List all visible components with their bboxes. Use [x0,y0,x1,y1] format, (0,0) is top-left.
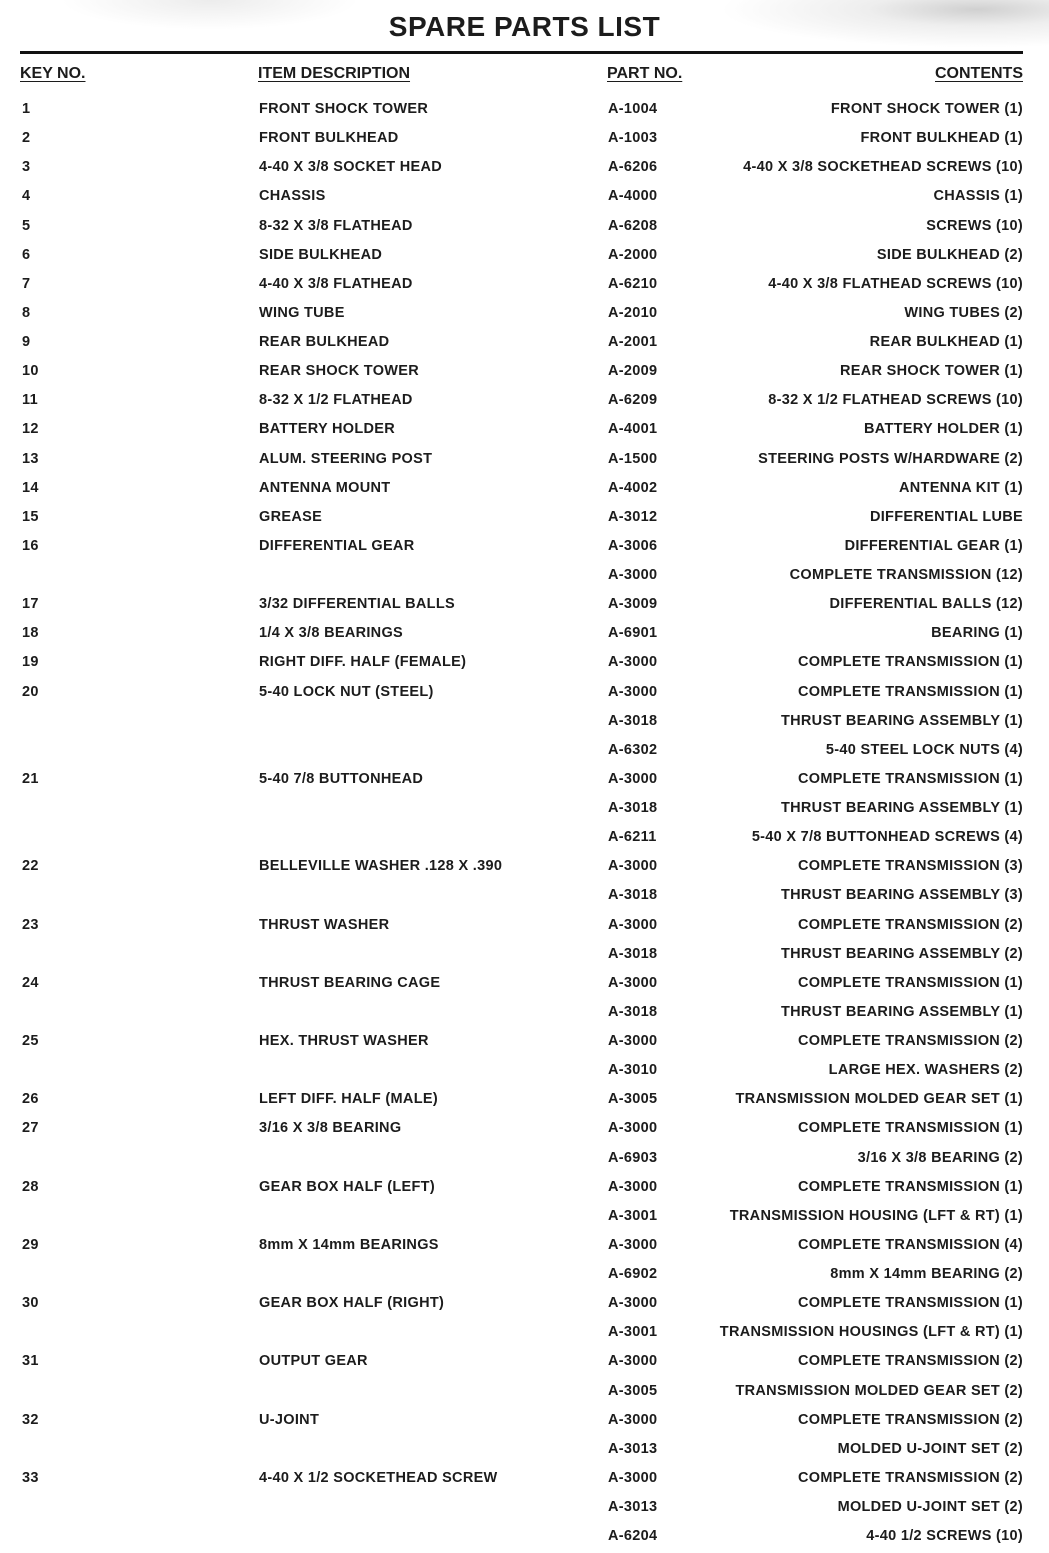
key-no-cell: 7 [22,275,31,292]
contents-cell: CHASSIS (1) [933,188,1023,205]
table-row [0,1436,1049,1465]
part-no-cell: A-3013 [608,1499,658,1515]
key-no-cell: 29 [22,1236,39,1253]
part-no-cell: A-3000 [608,1411,658,1428]
item-description-cell: 4-40 X 1/2 SOCKETHEAD SCREW [259,1469,498,1486]
table-row [0,183,1049,212]
key-no-cell: 31 [22,1353,39,1370]
key-no-cell: 20 [22,683,39,700]
key-no-cell: 1 [22,101,31,117]
item-description-cell: CHASSIS [259,188,326,205]
table-row [0,1290,1049,1319]
table-row [0,562,1049,591]
item-description-cell: REAR SHOCK TOWER [259,363,420,380]
contents-cell: COMPLETE TRANSMISSION (4) [797,1236,1023,1253]
part-no-cell: A-6204 [608,1528,658,1545]
table-row [0,970,1049,999]
contents-cell: TRANSMISSION HOUSINGS (LFT & RT) (1) [719,1324,1023,1341]
part-no-cell: A-6302 [608,741,658,758]
item-description-cell: 5-40 LOCK NUT (STEEL) [259,683,434,700]
part-no-cell: A-4001 [608,421,658,438]
contents-cell: 4-40 X 3/8 SOCKETHEAD SCREWS (10) [743,159,1023,176]
key-no-cell: 10 [22,363,39,380]
item-description-cell: FRONT BULKHEAD [259,130,399,147]
table-row [0,912,1049,941]
part-no-cell: A-3000 [608,974,658,991]
table-row [0,941,1049,970]
contents-cell: 4-40 X 3/8 FLATHEAD SCREWS (10) [768,275,1023,292]
item-description-cell: 8-32 X 3/8 FLATHEAD [259,217,413,234]
contents-cell: TRANSMISSION HOUSING (LFT & RT) (1) [729,1207,1023,1224]
part-no-cell: A-6210 [608,275,658,292]
item-description-cell: 4-40 X 3/8 SOCKET HEAD [259,159,443,176]
table-row [0,387,1049,416]
key-no-cell: 11 [22,392,38,409]
contents-cell: THRUST BEARING ASSEMBLY (3) [780,887,1023,904]
table-row [0,1145,1049,1174]
contents-cell: TRANSMISSION MOLDED GEAR SET (1) [735,1091,1023,1108]
title-rule [20,51,1023,54]
part-no-cell: A-6206 [608,159,658,176]
column-header-item-description: ITEM DESCRIPTION [258,65,411,82]
column-header-part-no: PART NO. [607,65,683,82]
part-no-cell: A-6208 [608,217,658,234]
contents-cell: COMPLETE TRANSMISSION (1) [797,974,1023,991]
table-row [0,766,1049,795]
key-no-cell: 14 [22,479,39,496]
table-row [0,999,1049,1028]
part-no-cell: A-1004 [608,101,658,117]
contents-cell: 5-40 X 7/8 BUTTONHEAD SCREWS (4) [751,829,1023,846]
table-row [0,358,1049,387]
part-no-cell: A-3001 [608,1324,658,1341]
item-description-cell: 5-40 7/8 BUTTONHEAD [259,770,424,787]
part-no-cell: A-3018 [608,1003,658,1020]
table-row [0,213,1049,242]
key-no-cell: 22 [22,858,39,875]
table-row [0,649,1049,678]
page-title: SPARE PARTS LIST [388,11,661,42]
key-no-cell: 9 [22,334,31,350]
contents-cell: THRUST BEARING ASSEMBLY (1) [780,800,1023,816]
contents-cell: ANTENNA KIT (1) [899,479,1023,496]
part-no-cell: A-3000 [608,567,658,583]
table-row [0,242,1049,271]
table-row [0,1232,1049,1261]
item-description-cell: HEX. THRUST WASHER [259,1033,429,1049]
key-no-cell: 25 [22,1033,39,1049]
contents-cell: COMPLETE TRANSMISSION (1) [797,1178,1023,1195]
part-no-cell: A-3000 [608,916,658,933]
table-row [0,708,1049,737]
key-no-cell: 19 [22,654,39,671]
contents-cell: MOLDED U-JOINT SET (2) [837,1499,1023,1515]
column-header-contents: CONTENTS [935,65,1023,82]
key-no-cell: 21 [22,770,39,787]
table-row [0,533,1049,562]
contents-cell: COMPLETE TRANSMISSION (2) [797,1411,1023,1428]
key-no-cell: 4 [22,188,31,205]
contents-cell: COMPLETE TRANSMISSION (1) [797,1295,1023,1312]
table-row [0,1057,1049,1086]
contents-cell: SIDE BULKHEAD (2) [876,246,1023,263]
part-no-cell: A-3009 [608,596,658,613]
item-description-cell: OUTPUT GEAR [259,1353,368,1370]
table-row [0,620,1049,649]
contents-cell: THRUST BEARING ASSEMBLY (1) [780,712,1023,729]
key-no-cell: 3 [22,159,31,176]
table-header [0,65,1049,91]
key-no-cell: 24 [22,974,39,991]
part-no-cell: A-3000 [608,683,658,700]
table-row [0,1086,1049,1115]
table-row [0,1523,1049,1552]
item-description-cell: 1/4 X 3/8 BEARINGS [259,625,404,642]
table-row [0,300,1049,329]
table-row [0,1494,1049,1523]
contents-cell: STEERING POSTS W/HARDWARE (2) [758,450,1023,467]
contents-cell: DIFFERENTIAL GEAR (1) [844,537,1023,554]
contents-cell: COMPLETE TRANSMISSION (1) [797,683,1023,700]
contents-cell: REAR BULKHEAD (1) [869,334,1023,350]
item-description-cell: BELLEVILLE WASHER .128 X .390 [259,858,503,875]
contents-cell: COMPLETE TRANSMISSION (1) [797,1120,1023,1137]
contents-cell: TRANSMISSION MOLDED GEAR SET (2) [735,1382,1023,1399]
contents-cell: COMPLETE TRANSMISSION (3) [797,858,1023,875]
contents-cell: COMPLETE TRANSMISSION (2) [797,1033,1023,1049]
item-description-cell: 4-40 X 3/8 FLATHEAD [259,275,413,292]
part-no-cell: A-3012 [608,508,658,525]
part-no-cell: A-3018 [608,800,658,816]
contents-cell: 3/16 X 3/8 BEARING (2) [857,1149,1023,1166]
part-no-cell: A-3000 [608,1469,658,1486]
part-no-cell: A-3000 [608,1178,658,1195]
key-no-cell: 33 [22,1469,39,1486]
table-row [0,1261,1049,1290]
table-row [0,824,1049,853]
key-no-cell: 30 [22,1295,39,1312]
table-row [0,154,1049,183]
part-no-cell: A-3013 [608,1440,658,1457]
table-row [0,125,1049,154]
part-no-cell: A-3005 [608,1382,658,1399]
contents-cell: SCREWS (10) [926,217,1023,234]
contents-cell: BATTERY HOLDER (1) [864,421,1023,438]
table-row [0,882,1049,911]
item-description-cell: SIDE BULKHEAD [259,246,383,263]
key-no-cell: 17 [22,596,39,613]
table-row [0,737,1049,766]
part-no-cell: A-4000 [608,188,658,205]
part-no-cell: A-6211 [608,829,657,846]
item-description-cell: GREASE [259,508,323,525]
part-no-cell: A-3005 [608,1091,658,1108]
item-description-cell: RIGHT DIFF. HALF (FEMALE) [259,654,467,671]
part-no-cell: A-6903 [608,1149,658,1166]
table-row [0,329,1049,358]
item-description-cell: WING TUBE [259,304,345,321]
part-no-cell: A-3018 [608,945,658,962]
item-description-cell: 3/32 DIFFERENTIAL BALLS [259,596,455,613]
part-no-cell: A-3000 [608,770,658,787]
part-no-cell: A-3001 [608,1207,658,1224]
item-description-cell: 8mm X 14mm BEARINGS [259,1236,439,1253]
item-description-cell: DIFFERENTIAL GEAR [259,537,415,554]
table-row [0,504,1049,533]
item-description-cell: FRONT SHOCK TOWER [259,101,429,117]
item-description-cell: REAR BULKHEAD [259,334,390,350]
key-no-cell: 18 [22,625,39,642]
table-row [0,679,1049,708]
table-row [0,1115,1049,1144]
contents-cell: COMPLETE TRANSMISSION (2) [797,1469,1023,1486]
table-row [0,1174,1049,1203]
table-row [0,795,1049,824]
table-row [0,1203,1049,1232]
key-no-cell: 16 [22,537,39,554]
part-no-cell: A-2010 [608,304,658,321]
contents-cell: COMPLETE TRANSMISSION (2) [797,916,1023,933]
table-row [0,591,1049,620]
contents-cell: 4-40 1/2 SCREWS (10) [866,1528,1023,1545]
item-description-cell: GEAR BOX HALF (RIGHT) [259,1295,445,1312]
part-no-cell: A-3000 [608,654,658,671]
contents-cell: 8mm X 14mm BEARING (2) [830,1266,1023,1282]
contents-cell: THRUST BEARING ASSEMBLY (2) [780,945,1023,962]
part-no-cell: A-3000 [608,1295,658,1312]
contents-cell: DIFFERENTIAL LUBE [869,508,1023,525]
part-no-cell: A-6902 [608,1266,658,1282]
table-row [0,475,1049,504]
part-no-cell: A-2000 [608,246,658,263]
key-no-cell: 15 [22,508,39,525]
table-row [0,446,1049,475]
contents-cell: 8-32 X 1/2 FLATHEAD SCREWS (10) [768,392,1023,409]
contents-cell: FRONT BULKHEAD (1) [860,130,1023,147]
key-no-cell: 8 [22,304,31,321]
part-no-cell: A-3010 [608,1062,658,1079]
part-no-cell: A-4002 [608,479,658,496]
item-description-cell: THRUST BEARING CAGE [259,974,441,991]
table-row [0,853,1049,882]
part-no-cell: A-3000 [608,1033,658,1049]
item-description-cell: 3/16 X 3/8 BEARING [259,1120,402,1137]
key-no-cell: 32 [22,1411,39,1428]
part-no-cell: A-3006 [608,537,658,554]
key-no-cell: 12 [22,421,39,438]
part-no-cell: A-2001 [608,334,658,350]
contents-cell: COMPLETE TRANSMISSION (12) [789,567,1023,583]
item-description-cell: LEFT DIFF. HALF (MALE) [259,1091,438,1108]
contents-cell: LARGE HEX. WASHERS (2) [828,1062,1023,1079]
key-no-cell: 28 [22,1178,39,1195]
item-description-cell: ANTENNA MOUNT [259,479,391,496]
item-description-cell: BATTERY HOLDER [259,421,396,438]
part-no-cell: A-3000 [608,858,658,875]
part-no-cell: A-2009 [608,363,658,380]
item-description-cell: GEAR BOX HALF (LEFT) [259,1178,435,1195]
contents-cell: 5-40 STEEL LOCK NUTS (4) [825,741,1023,758]
item-description-cell: 8-32 X 1/2 FLATHEAD [259,392,413,409]
table-row [0,1319,1049,1348]
part-no-cell: A-6209 [608,392,658,409]
key-no-cell: 27 [22,1120,39,1137]
table-row [0,416,1049,445]
table-row [0,96,1049,125]
contents-cell: REAR SHOCK TOWER (1) [840,363,1023,380]
item-description-cell: THRUST WASHER [259,916,390,933]
contents-cell: COMPLETE TRANSMISSION (2) [797,1353,1023,1370]
contents-cell: MOLDED U-JOINT SET (2) [837,1440,1023,1457]
part-no-cell: A-3018 [608,712,658,729]
contents-cell: DIFFERENTIAL BALLS (12) [829,596,1023,613]
column-header-key-no: KEY NO. [20,65,86,82]
part-no-cell: A-3000 [608,1120,658,1137]
key-no-cell: 6 [22,246,31,263]
part-no-cell: A-3018 [608,887,658,904]
contents-cell: THRUST BEARING ASSEMBLY (1) [780,1003,1023,1020]
part-no-cell: A-1500 [608,450,658,467]
part-no-cell: A-3000 [608,1353,658,1370]
key-no-cell: 13 [22,450,39,467]
key-no-cell: 5 [22,217,31,234]
table-row [0,1028,1049,1057]
parts-table [0,96,1049,1552]
table-row [0,1407,1049,1436]
table-row [0,1348,1049,1377]
part-no-cell: A-6901 [608,625,658,642]
key-no-cell: 23 [22,916,39,933]
contents-cell: WING TUBES (2) [904,304,1023,321]
contents-cell: FRONT SHOCK TOWER (1) [830,101,1023,117]
table-row [0,1378,1049,1407]
table-row [0,271,1049,300]
item-description-cell: ALUM. STEERING POST [259,450,433,467]
contents-cell: BEARING (1) [931,625,1023,642]
key-no-cell: 2 [22,130,31,147]
table-row [0,1465,1049,1494]
item-description-cell: U-JOINT [259,1411,320,1428]
part-no-cell: A-1003 [608,130,658,147]
contents-cell: COMPLETE TRANSMISSION (1) [797,654,1023,671]
contents-cell: COMPLETE TRANSMISSION (1) [797,770,1023,787]
part-no-cell: A-3000 [608,1236,658,1253]
key-no-cell: 26 [22,1091,39,1108]
